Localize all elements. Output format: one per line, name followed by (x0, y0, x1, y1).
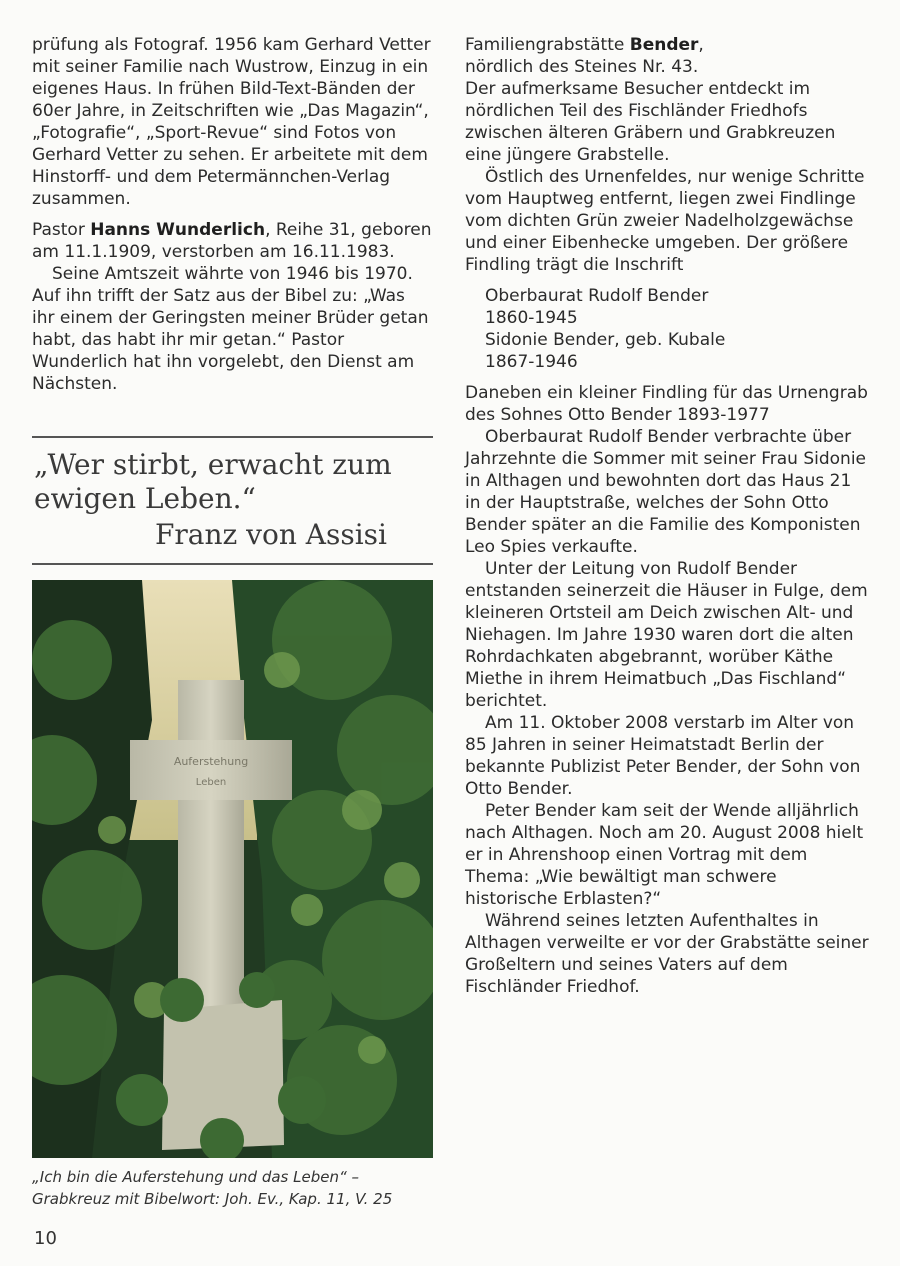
paragraph-vetter: prüfung als Fotograf. 1956 kam Gerhard Vetter mit seiner Familie nach Wustrow, Einzug in ein eigenes Haus. In frühen Bild-Text-Bänden der 60er Jahre, in Zeitschriften wie „Das Magazin“, „Fotografie“, „Sport-Revue“ sind Fotos von Gerhard Vetter zu sehen. Er arbeitete mit dem Hinstorff- und dem Petermännchen-Verlag zusammen. (32, 35, 431, 209)
quote-text: „Wer stirbt, erwacht zum ewigen Leben.“ (34, 448, 392, 515)
caption-line1: „Ich bin die Auferstehung und das Leben“ – (32, 1168, 360, 1186)
photo-caption (32, 1166, 452, 1210)
paragraph-urnenfeld: Östlich des Urnenfeldes, nur wenige Schritte vom Hauptweg entfernt, liegen zwei Findlinge vom dichten Grün zweier Nadelholzgewächse und einer Eibenhecke umgeben. Der größere Findling trägt die Inschrift (465, 167, 865, 275)
heading-bender: Familiengrabstätte Bender, (465, 35, 704, 55)
paragraph-last-stay: Während seines letzten Aufenthaltes in Althagen verweilte er vor der Grabstätte seiner Großeltern und seines Vaters auf dem Fischländer Friedhof. (465, 911, 869, 997)
paragraph-fulge: Unter der Leitung von Rudolf Bender entstanden seinerzeit die Häuser in Fulge, dem kleineren Ortsteil am Deich zwischen Alt- und Niehagen. Im Jahre 1930 waren dort die alten Rohrdachkaten abgebrannt, worüber Käthe Miethe in ihrem Heimatbuch „Das Fischland“ berichtet. (465, 559, 868, 711)
quote-author: Franz von Assisi (154, 518, 387, 551)
paragraph-rudolf: Oberbaurat Rudolf Bender verbrachte über Jahrzehnte die Sommer mit seiner Frau Sidonie in Althagen und bewohnten dort das Haus 21 in der Hauptstraße, welches der Sohn Otto Bender später an die Familie des Komponisten Leo Spies verkaufte. (465, 427, 867, 557)
paragraph-besucher: Der aufmerksame Besucher entdeckt im nördlichen Teil des Fischländer Friedhofs zwischen älteren Gräbern und Grabkreuzen eine jüngere Grabstelle. (465, 79, 836, 165)
paragraph-urnengrab: Daneben ein kleiner Findling für das Urnengrab des Sohnes Otto Bender 1893-1977 (465, 383, 868, 425)
cross-inscription-line2: Leben (195, 777, 227, 788)
cross-inscription-line1: Auferstehung (173, 755, 249, 768)
name-hanns-wunderlich: Hanns Wunderlich (90, 220, 266, 240)
right-column (465, 34, 870, 998)
grave-cross-photo (32, 580, 433, 1158)
page-number: 10 (34, 1228, 57, 1249)
paragraph-wunderlich: Pastor Hanns Wunderlich, Reihe 31, geboren am 11.1.1909, verstorben am 16.11.1983. (32, 220, 432, 262)
paragraph-amtszeit: Seine Amtszeit währte von 1946 bis 1970. Auf ihn trifft der Satz aus der Bibel zu: „Was ihr einem der Geringsten meiner Brüder getan habt, das habt ihr mir getan.“ Pastor Wunderlich hat ihn vorgelebt, den Dienst am Nächsten. (32, 264, 429, 394)
pull-quote (32, 436, 433, 565)
inscription-line: Sidonie Bender, geb. Kubale (485, 330, 726, 350)
left-column (32, 34, 432, 395)
paragraph-peter-death: Am 11. Oktober 2008 verstarb im Alter von 85 Jahren in seiner Heimatstadt Berlin der bekannte Publizist Peter Bender, der Sohn von Otto Bender. (465, 713, 861, 799)
caption-line2: Grabkreuz mit Bibelwort: Joh. Ev., Kap. 11, V. 25 (32, 1190, 393, 1208)
inscription-line: Oberbaurat Rudolf Bender (485, 286, 709, 306)
stone-inscription (485, 285, 870, 373)
photo-illustration (32, 580, 433, 1158)
paragraph-location: nördlich des Steines Nr. 43. (465, 57, 699, 77)
inscription-line: 1860-1945 (485, 308, 578, 328)
name-bender: Bender (629, 35, 699, 55)
paragraph-peter-visit: Peter Bender kam seit der Wende alljährlich nach Althagen. Noch am 20. August 2008 hielt er in Ahrenshoop einen Vortrag mit dem Thema: „Wie bewältigt man schwere historische Erblasten?“ (465, 801, 864, 909)
inscription-line: 1867-1946 (485, 352, 578, 372)
